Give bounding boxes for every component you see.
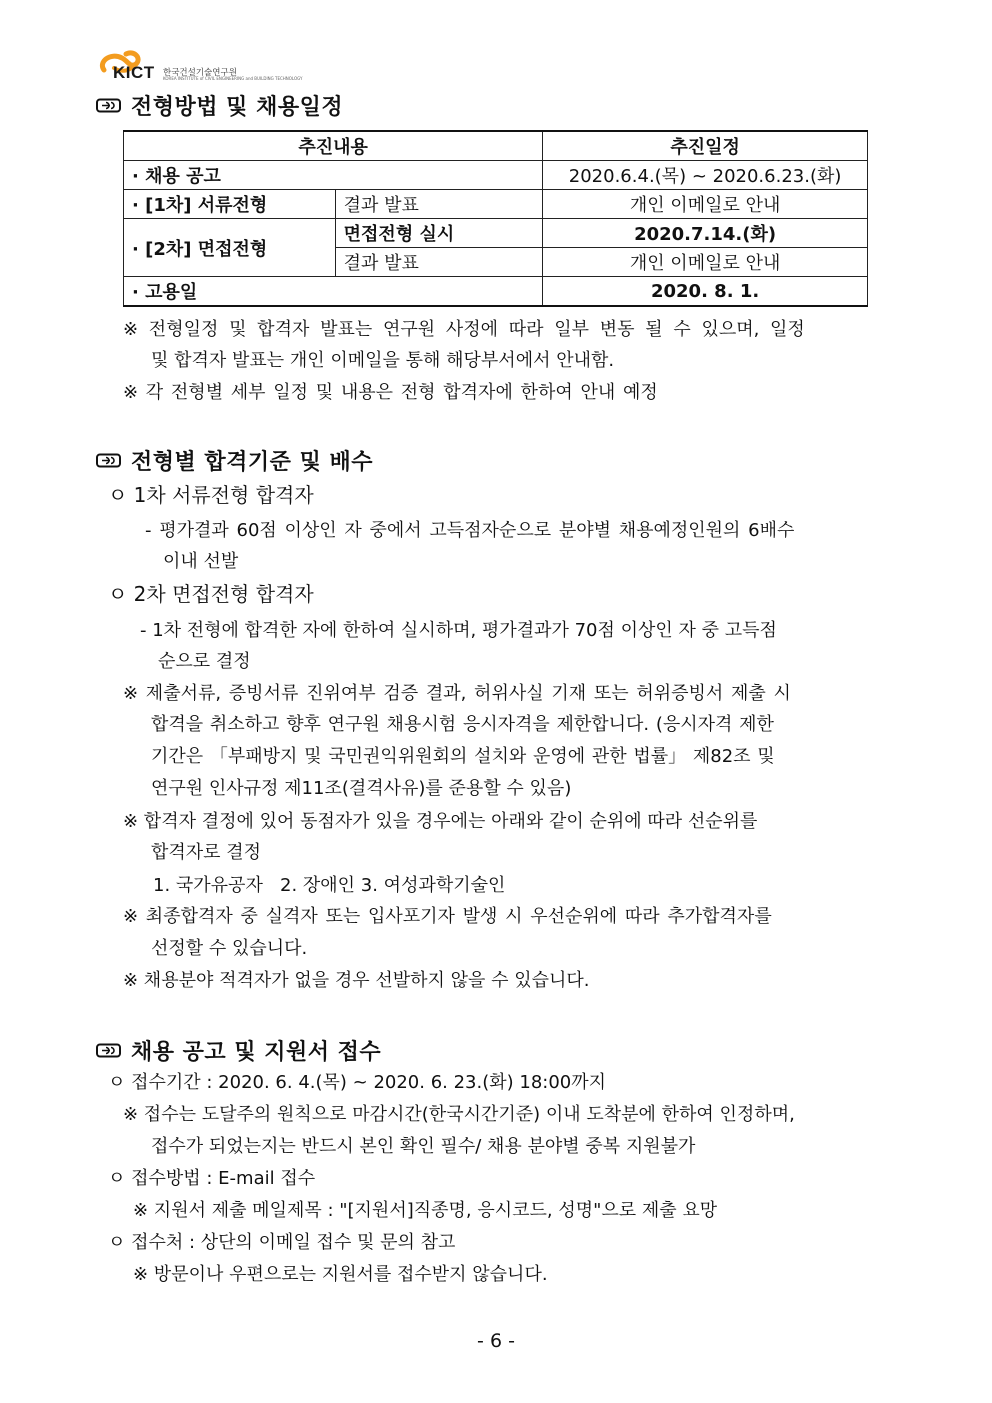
page-number: - 6 -: [477, 1330, 515, 1352]
row-sublabel: 결과 발표: [335, 190, 543, 219]
note-text: ※ 제출서류, 증빙서류 진위여부 검증 결과, 허위사실 기재 또는 허위증빙서 제출 시: [123, 683, 791, 704]
logo-org-eng: KOREA INSTITUTE of CIVIL ENGINEERING and BUILDING TECHNOLOGY: [163, 76, 303, 81]
table-header-schedule: 추진일정: [543, 131, 868, 161]
table-row: [124, 219, 868, 248]
note-text: 합격을 취소하고 향후 연구원 채용시험 응시자격을 제한합니다. (응시자격 제한: [151, 714, 774, 735]
row-value: 2020. 8. 1.: [543, 277, 868, 307]
table-row: [124, 190, 868, 219]
section-heading-schedule: [96, 90, 343, 121]
note-text: 연구원 인사규정 제11조(결격사유)를 준용할 수 있음): [151, 778, 572, 799]
note-text: 합격자로 결정: [151, 842, 262, 863]
note-text: 선정할 수 있습니다.: [151, 938, 308, 959]
list-item: ㅇ 접수기간 : 2020. 6. 4.(목) ~ 2020. 6. 23.(화) 18:00까지: [108, 1072, 607, 1093]
note-text: ※ 각 전형별 세부 일정 및 내용은 전형 합격자에 한하여 안내 예정: [123, 382, 658, 403]
row-label: · [2차] 면접전형: [124, 219, 336, 277]
list-item-desc: 순으로 결정: [158, 651, 251, 672]
logo-text: KICT: [113, 63, 155, 82]
row-sublabel: 면접전형 실시: [335, 219, 543, 248]
row-sublabel: 결과 발표: [335, 248, 543, 277]
list-item: ㅇ 접수처 : 상단의 이메일 접수 및 문의 참고: [108, 1232, 456, 1253]
section-title: 전형별 합격기준 및 배수: [131, 450, 373, 475]
row-value: 개인 이메일로 안내: [543, 248, 868, 277]
note-text: 기간은 「부패방지 및 국민권익위원회의 설치와 운영에 관한 법률」 제82조 및: [151, 746, 775, 767]
list-item-desc: - 1차 전형에 합격한 자에 한하여 실시하며, 평가결과가 70점 이상인 자 중 고득점: [140, 620, 777, 641]
row-label: · 채용 공고: [124, 161, 543, 190]
section-heading-criteria: [96, 445, 373, 476]
schedule-table: [123, 130, 868, 307]
note-text: 및 합격자 발표는 개인 이메일을 통해 해당부서에서 안내함.: [151, 350, 615, 371]
row-value: 2020.6.4.(목) ~ 2020.6.23.(화): [543, 161, 868, 190]
table-header-row: [124, 131, 868, 161]
section-title: 전형방법 및 채용일정: [131, 95, 344, 120]
link-icon: [96, 1043, 121, 1058]
note-text: ※ 최종합격자 중 실격자 또는 입사포기자 발생 시 우선순위에 따라 추가합격자를: [123, 906, 772, 927]
table-header-content: 추진내용: [124, 131, 543, 161]
section-title: 채용 공고 및 지원서 접수: [131, 1040, 382, 1065]
note-text: ※ 지원서 제출 메일제목 : "[지원서]직종명, 응시코드, 성명"으로 제출 요망: [133, 1200, 718, 1221]
list-item: ㅇ 2차 면접전형 합격자: [108, 582, 314, 606]
note-text: ※ 전형일정 및 합격자 발표는 연구원 사정에 따라 일부 변동 될 수 있으며, 일정: [123, 319, 805, 340]
logo-org-name: 한국건설기술연구원: [163, 68, 237, 78]
link-icon: [96, 98, 121, 113]
list-item-desc: 이내 선발: [163, 551, 239, 572]
section-heading-application: [96, 1035, 381, 1066]
list-item: ㅇ 접수방법 : E-mail 접수: [108, 1168, 316, 1189]
row-value: 개인 이메일로 안내: [543, 190, 868, 219]
list-item: ㅇ 1차 서류전형 합격자: [108, 483, 314, 507]
note-text: ※ 접수는 도달주의 원칙으로 마감시간(한국시간기준) 이내 도착분에 한하여 인정하며,: [123, 1104, 795, 1125]
table-row: [124, 161, 868, 190]
row-value: 2020.7.14.(화): [543, 219, 868, 248]
table-row: [124, 277, 868, 307]
note-text: ※ 채용분야 적격자가 없을 경우 선발하지 않을 수 있습니다.: [123, 970, 590, 991]
note-text: 접수가 되었는지는 반드시 본인 확인 필수/ 채용 분야별 중복 지원불가: [151, 1136, 696, 1157]
list-item-desc: - 평가결과 60점 이상인 자 중에서 고득점자순으로 분야별 채용예정인원의 6배수: [145, 520, 795, 541]
note-text: ※ 합격자 결정에 있어 동점자가 있을 경우에는 아래와 같이 순위에 따라 선순위를: [123, 811, 758, 832]
note-text: 1. 국가유공자 2. 장애인 3. 여성과학기술인: [153, 875, 506, 896]
row-label: · 고용일: [124, 277, 543, 307]
row-label: · [1차] 서류전형: [124, 190, 336, 219]
note-text: ※ 방문이나 우편으로는 지원서를 접수받지 않습니다.: [133, 1264, 548, 1285]
link-icon: [96, 453, 121, 468]
